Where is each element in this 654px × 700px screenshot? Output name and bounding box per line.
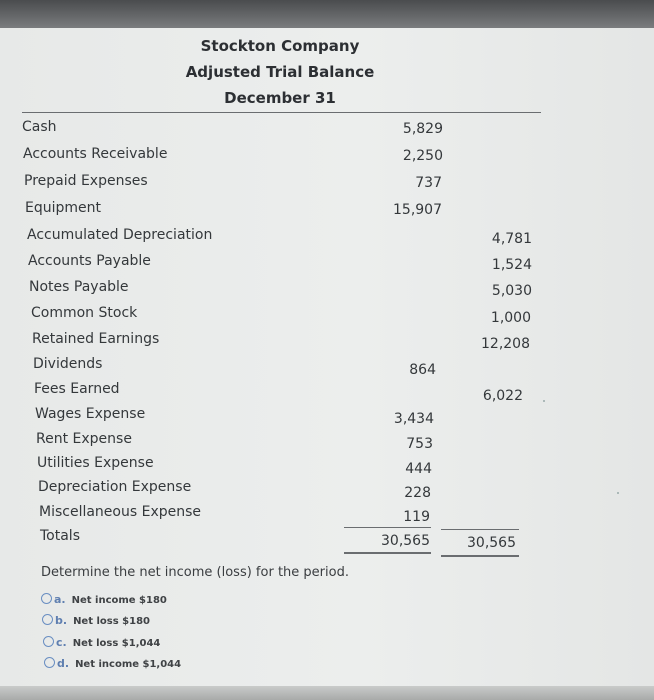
totals-double-rule-debit — [344, 552, 431, 554]
debit-amount: 228 — [404, 485, 431, 501]
account-name: Dividends — [33, 356, 103, 372]
option-letter: d. — [57, 657, 70, 670]
report-date: December 31 — [224, 89, 336, 107]
account-name: Prepaid Expenses — [24, 173, 148, 189]
account-name: Common Stock — [31, 305, 138, 321]
header-rule — [22, 112, 541, 113]
bottom-bezel — [0, 686, 654, 700]
account-name: Cash — [22, 119, 57, 135]
option-label: Net loss $180 — [73, 616, 150, 627]
credit-amount: 4,781 — [491, 231, 532, 247]
account-name: Rent Expense — [36, 431, 132, 447]
debit-amount: 444 — [405, 461, 432, 477]
debit-amount: 737 — [415, 175, 442, 191]
debit-amount: 3,434 — [393, 411, 434, 427]
option-letter: a. — [54, 593, 66, 606]
credit-amount: 1,524 — [491, 257, 532, 273]
question-text: Determine the net income (loss) for the period. — [41, 565, 349, 580]
credit-amount: 6,022 — [482, 388, 523, 404]
credit-amount: 1,000 — [490, 310, 531, 326]
debit-amount: 15,907 — [393, 202, 442, 218]
top-bezel — [0, 0, 654, 28]
screen-speck — [543, 400, 545, 402]
option-b[interactable] — [42, 614, 150, 627]
company-name: Stockton Company — [200, 37, 360, 55]
option-d[interactable] — [44, 657, 181, 670]
option-label: Net income $1,044 — [75, 659, 182, 670]
account-name: Accumulated Depreciation — [27, 227, 213, 243]
debit-amount: 119 — [403, 509, 430, 525]
option-letter: b. — [55, 614, 68, 627]
totals-top-rule-credit — [441, 529, 519, 530]
account-name: Wages Expense — [35, 406, 146, 422]
radio-button[interactable] — [41, 593, 52, 604]
option-label: Net income $180 — [71, 595, 167, 606]
credit-amount: 5,030 — [491, 283, 532, 299]
debit-amount: 864 — [409, 362, 436, 378]
option-label: Net loss $1,044 — [72, 638, 161, 649]
option-letter: c. — [56, 636, 67, 649]
account-name: Depreciation Expense — [38, 479, 192, 495]
account-name: Notes Payable — [29, 279, 129, 295]
report-title: Adjusted Trial Balance — [185, 63, 375, 81]
radio-button[interactable] — [44, 657, 55, 668]
account-name: Accounts Receivable — [23, 146, 168, 162]
radio-button[interactable] — [42, 614, 53, 625]
totals-label: Totals — [40, 528, 80, 544]
account-name: Accounts Payable — [28, 253, 151, 269]
account-name: Equipment — [25, 200, 101, 216]
option-a[interactable] — [41, 593, 167, 606]
debit-amount: 2,250 — [402, 148, 443, 164]
radio-button[interactable] — [43, 636, 54, 647]
credit-amount: 12,208 — [481, 336, 530, 352]
account-name: Fees Earned — [34, 381, 120, 397]
totals-credit: 30,565 — [467, 535, 516, 551]
totals-debit: 30,565 — [381, 533, 430, 549]
account-name: Miscellaneous Expense — [39, 504, 202, 520]
debit-amount: 753 — [406, 436, 433, 452]
option-c[interactable] — [43, 636, 160, 649]
account-name: Retained Earnings — [32, 331, 160, 347]
totals-top-rule-debit — [344, 527, 431, 528]
account-name: Utilities Expense — [37, 455, 154, 471]
screen-speck — [617, 492, 619, 494]
debit-amount: 5,829 — [402, 121, 443, 137]
totals-double-rule-credit — [441, 555, 519, 557]
